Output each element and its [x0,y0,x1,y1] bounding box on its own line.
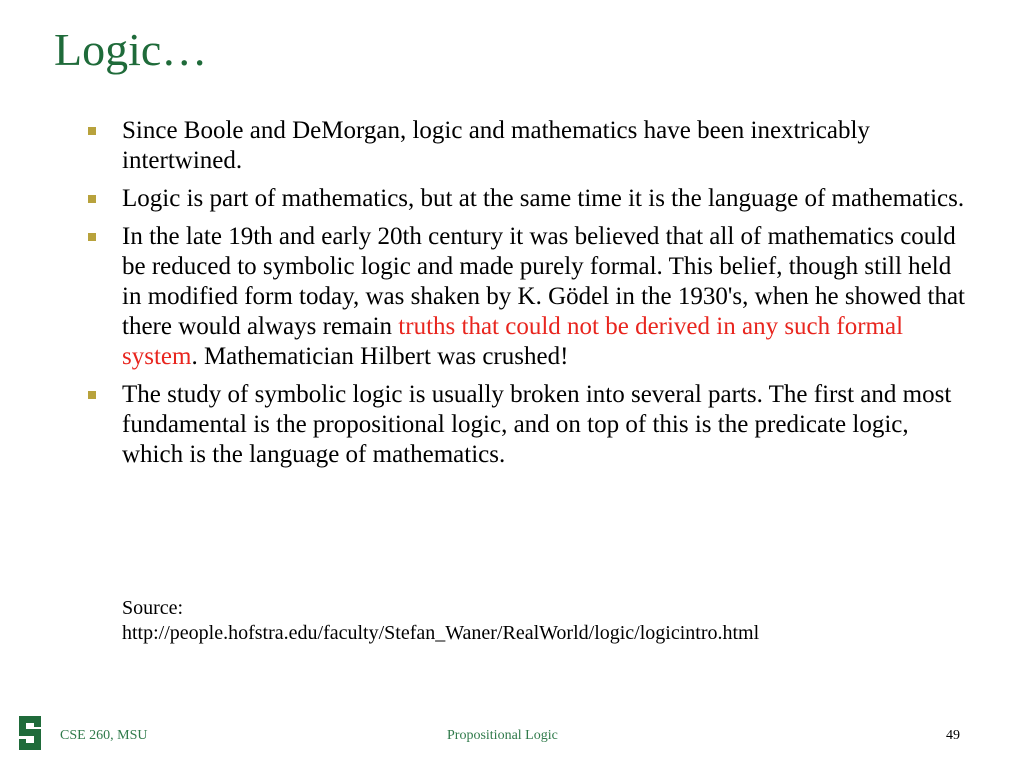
square-bullet-icon [88,195,96,203]
footer-topic: Propositional Logic [447,728,558,743]
bullet-item [88,184,968,214]
square-bullet-icon [88,127,96,135]
footer-course: CSE 260, MSU [60,728,148,743]
bullet-text: In the late 19th and early 20th century it was believed that all of mathematics could be reduced to symbolic logic and made purely formal. This belief, though still held in modified form today, was shaken by K. Gödel in the 1930's, when he showed that there would always remain [122,223,966,340]
bullet-item [88,380,968,470]
page-number: 49 [946,728,960,743]
bullet-item [88,222,968,372]
source-url: http://people.hofstra.edu/faculty/Stefan_Waner/RealWorld/logic/logicintro.html [122,622,760,644]
source-label: Source: [122,597,184,619]
square-bullet-icon [88,233,96,241]
msu-spartan-s-icon [16,714,44,752]
bullet-text: The study of symbolic logic is usually broken into several parts. The first and most fundamental is the propositional logic, and on top of this is the predicate logic, which is the language of mathematics. [122,381,952,468]
highlighted-text: truths that could not be derived in any such formal system [122,313,904,370]
bullet-item [88,116,968,176]
slide-title: Logic… [54,24,208,75]
bullet-text: . Mathematician Hilbert was crushed! [191,343,569,370]
bullet-text: Since Boole and DeMorgan, logic and mathematics have been inextricably intertwined. [122,117,870,174]
source-block [122,596,1002,646]
bullet-text: Logic is part of mathematics, but at the same time it is the language of mathematics. [122,185,965,212]
square-bullet-icon [88,391,96,399]
bullet-list [88,116,968,478]
